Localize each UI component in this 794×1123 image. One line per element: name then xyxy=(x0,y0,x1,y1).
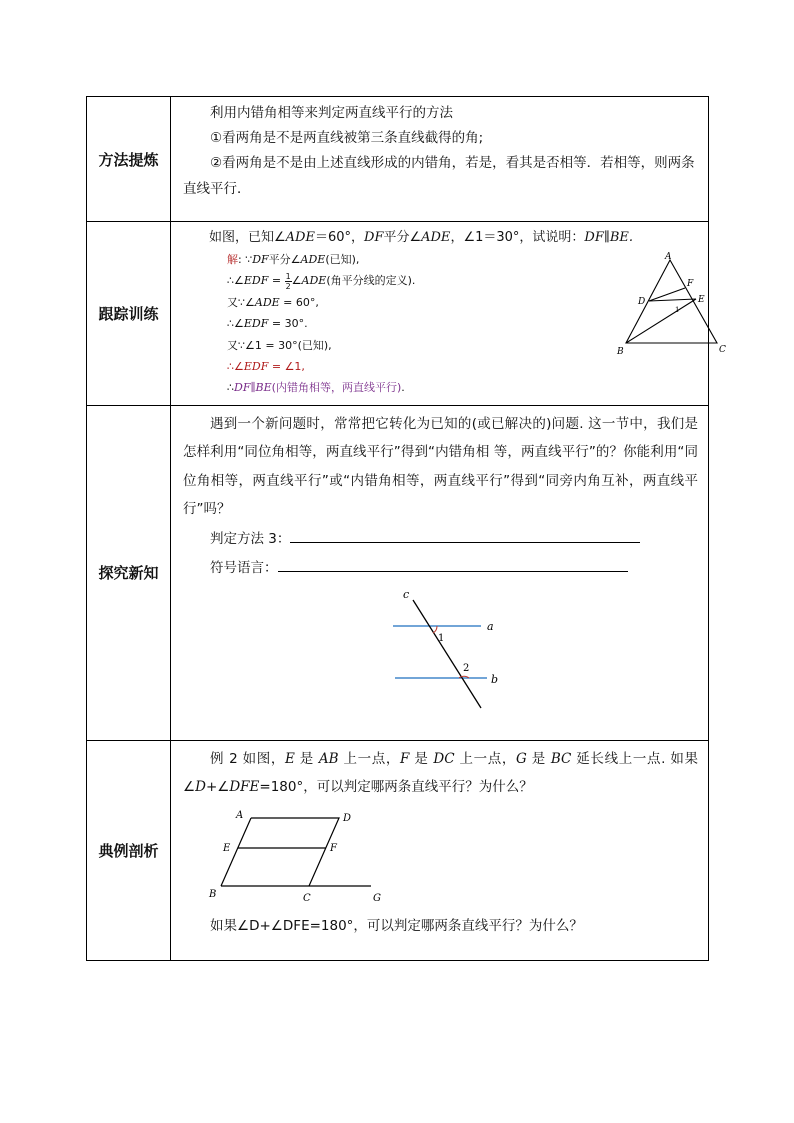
method-title: 利用内错角相等来判定两直线平行的方法 xyxy=(210,105,453,121)
label-d: D xyxy=(343,812,352,824)
parallel-lines-figure xyxy=(393,588,533,718)
label-e: E xyxy=(223,842,231,854)
symbol-blank[interactable] xyxy=(278,557,628,572)
label-f: F xyxy=(330,842,337,854)
solution-line: 又∵∠ADE = 60°, xyxy=(227,295,319,309)
section-content xyxy=(171,222,726,406)
explore-paragraph: 遇到一个新问题时，常常把它转化为已知的(或已解决的)问题. 这一节中，我们是怎样利用“同位角相等，两直线平行”得到“内错角相 等，两直线平行”的？你能利用“同位角相等，两直线平行”或“内错角相等，两直线平行”得到“同旁内角互补，两直线平行”吗？ xyxy=(183,415,698,517)
section-label: 跟踪训练 xyxy=(87,222,171,406)
method3-blank[interactable] xyxy=(290,528,640,543)
section-explore xyxy=(87,405,709,740)
label-g: G xyxy=(373,892,381,904)
section-content xyxy=(171,97,709,222)
section-example xyxy=(87,740,709,960)
method3-line: 判定方法 3： xyxy=(183,525,698,553)
section-content xyxy=(171,740,709,960)
label-b: B xyxy=(617,347,624,357)
method-step-1: ①看两角是不是两直线被第三条直线截得的角; xyxy=(210,129,484,146)
method-step-2: ②看两角是不是由上述直线形成的内错角，若是，看其是否相等．若相等，则两条直线平行． xyxy=(183,154,695,197)
triangle-figure xyxy=(617,250,741,360)
label-f: F xyxy=(687,279,694,289)
segment-de xyxy=(649,299,696,301)
label-d: D xyxy=(638,297,646,307)
label-angle-1: 1 xyxy=(675,306,680,314)
section-label: 探究新知 xyxy=(87,405,171,740)
label-b: b xyxy=(491,672,499,686)
label-a: A xyxy=(236,809,244,821)
symbol-line: 符号语言： xyxy=(183,554,698,582)
example-problem: 例 2 如图，E 是 AB 上一点，F 是 DC 上一点，G 是 BC 延长线上一点. 如果∠D+∠DFE=180°，可以判定哪两条直线平行？为什么？ xyxy=(183,750,698,796)
label-angle-1: 1 xyxy=(438,632,445,644)
label-c: C xyxy=(303,892,311,904)
label-a: a xyxy=(487,619,494,633)
solution-line: ∴∠EDF = ∠1, xyxy=(227,359,305,373)
line-c xyxy=(413,600,481,708)
label-c: c xyxy=(403,587,410,601)
solution-line: ∴∠EDF = 30°. xyxy=(227,317,308,331)
label-angle-2: 2 xyxy=(463,662,470,674)
section-content xyxy=(171,405,709,740)
label-a: A xyxy=(665,252,672,262)
label-e: E xyxy=(698,295,705,305)
solution-line: ∴∠EDF = $\frac{1}{2}$ ∠ADE(角平分线的定义). xyxy=(227,271,416,291)
section-method xyxy=(87,97,709,222)
label-c: C xyxy=(719,345,726,355)
section-label: 方法提炼 xyxy=(87,97,171,222)
solution-line: 解: ∵DF平分∠ADE(已知), xyxy=(227,252,360,266)
label-b: B xyxy=(209,888,217,900)
lesson-table xyxy=(86,96,726,961)
segment-be xyxy=(626,299,696,343)
solution-line: 又∵∠1 = 30°(已知), xyxy=(227,338,332,352)
example-question: 如果∠D+∠DFE=180°，可以判定哪两条直线平行？为什么？ xyxy=(210,917,583,934)
parallelogram-figure xyxy=(211,806,411,906)
practice-problem: 如图，已知∠ADE＝60°，DF平分∠ADE，∠1＝30°，试说明：DF∥BE. xyxy=(209,230,634,245)
side-ad-dc xyxy=(251,818,339,886)
fraction: $\frac{1}{2}$ xyxy=(285,271,291,291)
solution-line: ∴DF∥BE(内错角相等，两直线平行). xyxy=(227,381,405,395)
section-label: 典例剖析 xyxy=(87,740,171,960)
section-practice xyxy=(87,222,709,406)
